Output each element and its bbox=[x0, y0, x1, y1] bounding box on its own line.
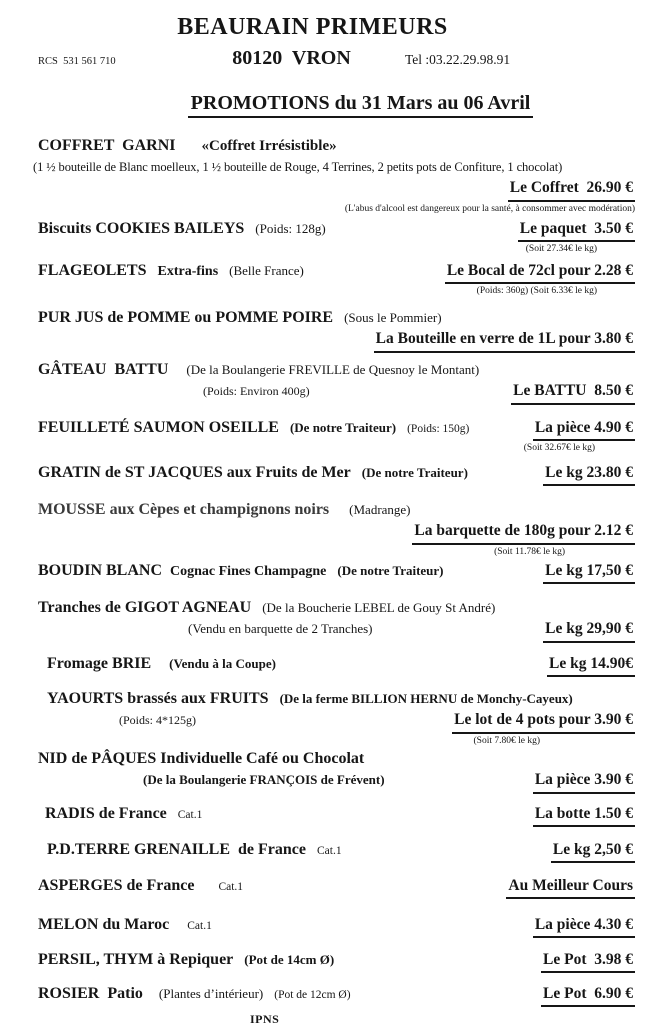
promo-item-fromage-brie bbox=[38, 653, 635, 677]
promo-item-melon bbox=[38, 914, 635, 938]
item-weight-note: (Poids: Environ 400g) bbox=[203, 384, 310, 398]
store-address: 80120 VRON bbox=[232, 47, 351, 69]
item-price: Au Meilleur Cours bbox=[506, 875, 635, 899]
item-qualifier: «Coffret Irrésistible» bbox=[201, 138, 337, 154]
item-bold-note: (Pot de 14cm Ø) bbox=[244, 952, 335, 967]
promo-item-pdterre-grenaille bbox=[38, 839, 635, 863]
item-title: FLAGEOLETS bbox=[38, 262, 147, 279]
item-price-note: (Soit 11.78€ le kg) bbox=[494, 547, 565, 557]
item-bold-note: (De notre Traiteur) bbox=[361, 465, 468, 480]
promo-item-feuillete-saumon bbox=[38, 417, 635, 454]
promo-item-gigot-agneau bbox=[38, 597, 635, 643]
promo-item-gateau-battu bbox=[38, 359, 635, 405]
promo-title-line bbox=[62, 89, 659, 119]
phone-number: Tel :03.22.29.98.91 bbox=[405, 52, 511, 67]
promo-item-yaourts bbox=[38, 688, 635, 747]
item-note: (Plantes d’intérieur) bbox=[158, 986, 264, 1001]
item-weight-note: (Poids: 4*125g) bbox=[119, 713, 197, 727]
promo-item-coffret-garni bbox=[33, 135, 635, 215]
item-note: (Poids: 128g) bbox=[255, 221, 326, 236]
item-price: Le kg 29,90 € bbox=[543, 618, 635, 643]
item-category: Cat.1 bbox=[218, 881, 244, 893]
item-title: Tranches de GIGOT AGNEAU bbox=[38, 599, 252, 616]
store-name: BEAURAIN PRIMEURS bbox=[177, 14, 448, 40]
item-title: PERSIL, THYM à Repiquer bbox=[38, 951, 234, 968]
item-title: ROSIER Patio bbox=[38, 985, 143, 1002]
promo-item-gratin-st-jacques bbox=[38, 462, 635, 486]
item-price: La botte 1.50 € bbox=[533, 803, 635, 827]
item-note: (De la Boulangerie FREVILLE de Quesnoy le Montant) bbox=[186, 362, 480, 377]
item-price: Le Pot 6.90 € bbox=[541, 983, 635, 1007]
promo-item-mousse-cepes bbox=[38, 499, 635, 558]
promo-item-persil-thym bbox=[38, 949, 635, 973]
promo-item-flageolets bbox=[38, 260, 635, 297]
item-price: La pièce 4.30 € bbox=[533, 914, 635, 938]
item-price: Le kg 17,50 € bbox=[543, 560, 635, 584]
item-title: GRATIN de ST JACQUES aux Fruits de Mer bbox=[38, 464, 351, 481]
item-category: Cat.1 bbox=[187, 920, 212, 932]
item-title: YAOURTS brassés aux FRUITS bbox=[47, 690, 269, 707]
item-price: Le paquet 3.50 € bbox=[518, 218, 635, 242]
item-price: Le kg 2,50 € bbox=[551, 839, 635, 863]
item-qualifier: Cognac Fines Champagne bbox=[170, 564, 327, 579]
promo-title: PROMOTIONS du 31 Mars au 06 Avril bbox=[188, 92, 534, 118]
promo-item-boudin-blanc bbox=[38, 560, 635, 584]
item-bold-note: (De la ferme BILLION HERNU de Monchy-Cayeux) bbox=[279, 691, 573, 706]
item-price: Le kg 23.80 € bbox=[543, 462, 635, 486]
item-title: PUR JUS de POMME ou POMME POIRE bbox=[38, 309, 334, 326]
item-qualifier: Extra-fins bbox=[157, 264, 219, 279]
promo-item-cookies-baileys bbox=[38, 218, 635, 255]
item-title: MOUSSE aux Cèpes et champignons noirs bbox=[38, 501, 330, 518]
item-price: La barquette de 180g pour 2.12 € bbox=[412, 520, 635, 545]
item-small-note: (Pot de 12cm Ø) bbox=[274, 989, 351, 1001]
header-subline bbox=[38, 45, 635, 75]
item-title: ASPERGES de France bbox=[38, 877, 195, 894]
promo-item-radis bbox=[38, 803, 635, 827]
item-title: Biscuits COOKIES BAILEYS bbox=[38, 220, 245, 237]
item-note: (Sous le Pommier) bbox=[344, 310, 442, 325]
ipns-label: IPNS bbox=[250, 1012, 280, 1026]
item-contents-note: (1 ½ bouteille de Blanc moelleux, 1 ½ bouteille de Rouge, 4 Terrines, 2 petits pots de Confiture, 1 chocolat) bbox=[33, 160, 563, 174]
item-price: La pièce 4.90 € bbox=[533, 417, 635, 441]
item-packaging-note: (Vendu en barquette de 2 Tranches) bbox=[188, 621, 373, 636]
promo-item-pur-jus bbox=[38, 307, 635, 353]
item-title: RADIS de France bbox=[45, 805, 167, 822]
item-title: Fromage BRIE bbox=[47, 655, 152, 672]
header bbox=[14, 12, 611, 45]
item-note: (De la Boucherie LEBEL de Gouy St André) bbox=[262, 600, 496, 615]
rcs-number: RCS 531 561 710 bbox=[38, 56, 116, 67]
item-category: Cat.1 bbox=[177, 809, 203, 821]
promo-item-asperges bbox=[38, 875, 635, 899]
item-small-note: (Poids: 150g) bbox=[407, 423, 470, 435]
alcohol-warning-note: (L'abus d'alcool est dangereux pour la santé, à consommer avec modération) bbox=[344, 204, 635, 214]
item-price: La pièce 3.90 € bbox=[533, 769, 635, 794]
item-title: NID de PÂQUES Individuelle Café ou Chocolat bbox=[38, 750, 365, 767]
item-price: Le Pot 3.98 € bbox=[541, 949, 635, 973]
item-price: Le Coffret 26.90 € bbox=[508, 177, 635, 202]
item-note: (Madrange) bbox=[349, 502, 411, 517]
item-title: P.D.TERRE GRENAILLE de France bbox=[47, 841, 306, 858]
item-price-note: (Soit 32.67€ le kg) bbox=[523, 443, 595, 453]
promo-item-rosier-patio bbox=[38, 983, 635, 1007]
item-price: Le Bocal de 72cl pour 2.28 € bbox=[445, 260, 635, 284]
item-title: COFFRET GARNI bbox=[38, 137, 176, 154]
item-price: La Bouteille en verre de 1L pour 3.80 € bbox=[374, 328, 635, 353]
item-title: MELON du Maroc bbox=[38, 916, 170, 933]
item-price: Le kg 14.90€ bbox=[547, 653, 635, 677]
item-price: Le lot de 4 pots pour 3.90 € bbox=[452, 709, 635, 734]
item-price: Le BATTU 8.50 € bbox=[511, 380, 635, 405]
item-bold-note: (Vendu à la Coupe) bbox=[169, 656, 276, 671]
item-title: FEUILLETÉ SAUMON OSEILLE bbox=[38, 419, 279, 436]
item-origin-note: (De la Boulangerie FRANÇOIS de Frévent) bbox=[143, 772, 385, 787]
item-note: (Belle France) bbox=[229, 263, 304, 278]
footer bbox=[38, 1010, 635, 1028]
item-price-note: (Soit 7.80€ le kg) bbox=[473, 736, 540, 746]
item-price-note: (Soit 27.34€ le kg) bbox=[525, 244, 597, 254]
item-category: Cat.1 bbox=[316, 845, 342, 857]
item-price-note: (Poids: 360g) (Soit 6.33€ le kg) bbox=[476, 286, 597, 296]
item-title: GÂTEAU BATTU bbox=[38, 361, 169, 378]
item-bold-note: (De notre Traiteur) bbox=[289, 420, 397, 435]
item-title: BOUDIN BLANC bbox=[38, 562, 163, 579]
item-bold-note: (De notre Traiteur) bbox=[337, 563, 444, 578]
promo-item-nid-de-paques bbox=[38, 748, 635, 794]
